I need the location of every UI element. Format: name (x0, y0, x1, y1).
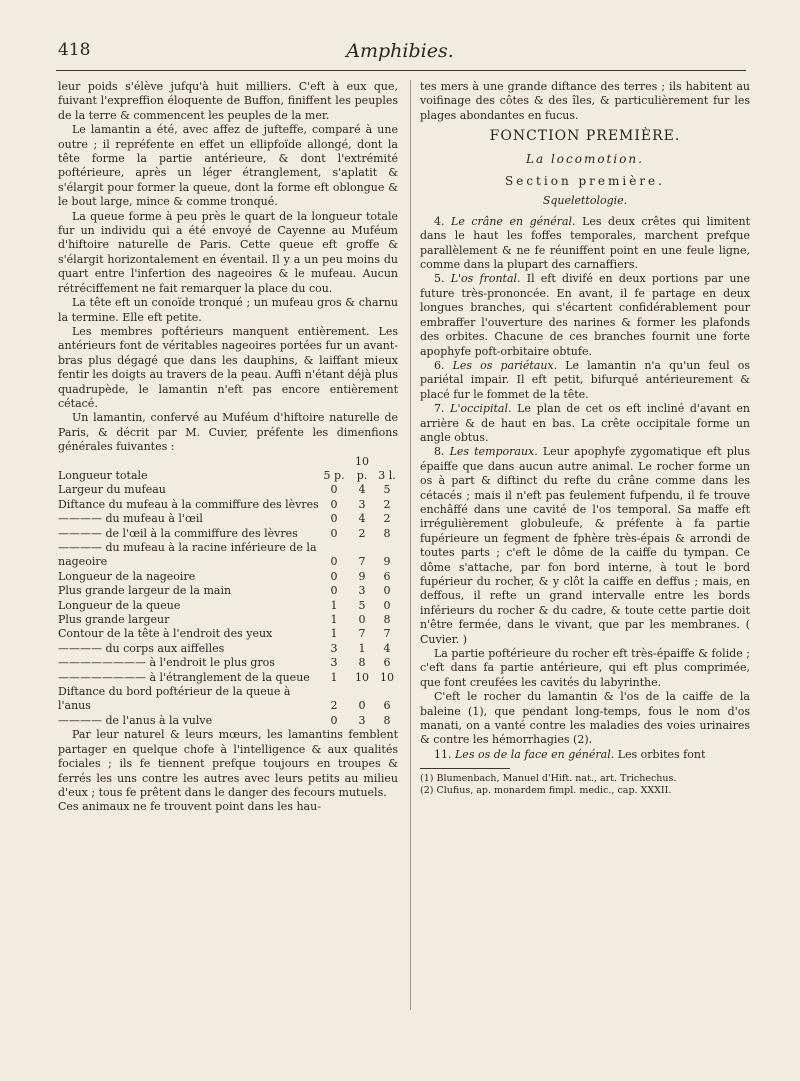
measurement-inches: 9 (358, 569, 366, 583)
measurement-lines: 3 l. (378, 468, 396, 482)
measurement-label: Longueur de la nageoire (58, 569, 196, 583)
item-number: 7. (434, 402, 445, 416)
item-title: Les os de la face en général. (455, 747, 615, 761)
measurement-feet: 0 (330, 497, 338, 511)
anatomy-item (420, 690, 750, 748)
measurement-label: Longueur totale (58, 468, 148, 482)
measurement-label: Contour de la tête à l'endroit des yeux (58, 627, 273, 641)
item-title: L'os frontal. (450, 272, 521, 286)
heading-section: Section première. (505, 174, 665, 189)
measurement-row (58, 627, 398, 641)
measurement-inches: 3 (358, 713, 366, 727)
measurement-row (58, 685, 398, 714)
measurements-header-row (58, 455, 398, 484)
measurement-feet: 0 (330, 713, 338, 727)
anatomy-item (420, 359, 750, 402)
item-text: Il eft divifé en deux portions par une future très-prononcée. En avant, il fe partage en deux longues branches, qui s'écartent confidérablement pour embraffer l'ouverture des narines & former les plafonds des orbites. Chacune de ces branches fournit une forte apophyfe poft-orbitaire obtufe. (420, 272, 751, 358)
item-number: 6. (434, 358, 445, 372)
measurement-inches: 0 (358, 613, 366, 627)
measurement-row (58, 613, 398, 627)
measurement-feet: 3 (330, 641, 338, 655)
measurement-feet: 0 (330, 512, 338, 526)
measurement-feet: 1 (330, 627, 338, 641)
measurement-feet: 2 (330, 699, 338, 713)
item-text: C'eft le rocher du lamantin & l'os de la caiffe de la baleine (1), que pendant long-temps, fous le nom d'os manati, on a vanté contre les maladies des voies urinaires & contre les hémorrhagies (2). (420, 690, 750, 747)
measurement-row (58, 512, 398, 526)
paragraph-continuation: tes mers à une grande diftance des terres ; ils habitent au voifinage des côtes & des îles, & particulièrement fur les plages abondantes en fucus. (420, 80, 750, 122)
measurement-inches: 0 (358, 699, 366, 713)
measurement-label: ———————— à l'endroit le plus gros (58, 656, 275, 670)
right-column (420, 80, 750, 797)
anatomy-item (420, 748, 750, 762)
measurement-row (58, 656, 398, 670)
measurement-inches: 10 p. (355, 454, 369, 482)
item-text: La partie poftérieure du rocher eft très-épaiffe & folide ; c'eft dans fa partie antérieure, qui eft plus comprimée, que font creufées les cavités du labyrinthe. (420, 647, 750, 689)
footnote: (1) Blumenbach, Manuel d'Hift. nat., art. Trichechus. (420, 773, 677, 785)
page-number: 418 (58, 40, 91, 60)
measurement-inches: 8 (358, 656, 366, 670)
measurement-inches: 7 (358, 555, 366, 569)
measurement-feet: 0 (330, 555, 338, 569)
measurement-row (58, 599, 398, 613)
measurement-feet: 3 (330, 656, 338, 670)
item-title: Le crâne en général. (451, 214, 576, 228)
heading-fonction: FONCTION PREMIÈRE. (489, 128, 681, 145)
item-text: Le plan de cet os eft incliné d'avant en arrière & de haut en bas. La crête occipitale forme un angle obtus. (420, 402, 751, 444)
paragraph-queue: La queue forme à peu près le quart de la longueur totale fur un individu qui a été envoyé de Cayenne au Muféum d'hiftoire naturelle de Paris. Cette queue eft groffe & s'élargit horizontalement en éventail. Il y a un peu moins du quart entre l'infertion des nageoires & le mufeau. Aucun rétréciffement ne fait remarquer la place du cou. (58, 209, 398, 295)
footnote: (2) Clufius, ap. monardem fimpl. medic., cap. XXXII. (420, 785, 672, 797)
measurement-lines: 4 (383, 641, 391, 655)
measurement-inches: 7 (358, 627, 366, 641)
measurement-inches: 1 (358, 641, 366, 655)
measurement-inches: 3 (358, 584, 366, 598)
item-text: Les orbites font (617, 747, 706, 761)
measurement-lines: 6 (383, 699, 391, 713)
measurement-inches: 3 (358, 497, 366, 511)
measurement-inches: 4 (358, 512, 366, 526)
measurement-row (58, 714, 398, 728)
measurement-inches: 10 (355, 670, 369, 684)
measurement-feet: 0 (330, 569, 338, 583)
measurement-row (58, 483, 398, 497)
item-text: Leur apophyfe zygomatique eft plus épaiffe que dans aucun autre animal. Le rocher forme un os à part & diftinct du refte du crâne comme dans les cétacés ; mais il n'eft pas feulement fufpendu, il fe trouve enchâffé dans une cavité de l'os temporal. Sa maffe eft irrégulièrement globuleufe, & préfente à fa partie fupérieure un fegment de fphère très-épais & arrondi de toutes parts ; c'eft le dôme de la caiffe du tympan. Ce dôme s'attache, par fon bord interne, à tout le bord fupérieur du rocher, & y clôt la caiffe en deffus ; mais, en deffous, il refte un grand intervalle entre les bords inférieurs du rocher & du cadre, & toute cette partie doit n'être fermée, dans le vivant, que par les membranes. ( Cuvier. ) (420, 445, 751, 646)
measurement-lines: 0 (383, 584, 391, 598)
footnotes (420, 773, 750, 797)
measurement-row (58, 527, 398, 541)
measurement-label: ———— de l'anus à la vulve (58, 713, 213, 727)
measurement-label: ———— du mufeau à l'œil (58, 512, 203, 526)
measurements-table (58, 455, 398, 729)
anatomy-item (420, 402, 750, 445)
measurement-lines: 2 (383, 497, 391, 511)
measurement-lines: 2 (383, 512, 391, 526)
heading-squelettologie: Squelettologie. (542, 194, 628, 208)
anatomy-item (420, 445, 750, 647)
measurement-label: Longueur de la queue (58, 598, 181, 612)
measurement-row (58, 671, 398, 685)
measurement-lines: 5 (383, 483, 391, 497)
footnote-rule (420, 768, 510, 769)
item-number: 11. (434, 747, 452, 761)
measurement-row (58, 584, 398, 598)
measurement-lines: 6 (383, 569, 391, 583)
measurement-label: Diftance du mufeau à la commiffure des lèvres (58, 497, 319, 511)
measurement-label: Diftance du bord poftérieur de la queue à l'anus (58, 685, 291, 713)
measurement-label: ———— de l'œil à la commiffure des lèvres (58, 526, 298, 540)
measurement-feet: 0 (330, 526, 338, 540)
left-column (58, 80, 398, 815)
paragraph-intro: leur poids s'élève jufqu'à huit milliers. C'eft à eux que, fuivant l'expreffion éloquente de Buffon, finiffent les peuples de la terre & commencent les peuples de la mer. (58, 80, 398, 122)
item-number: 8. (434, 445, 445, 459)
paragraph-membres: Les membres poftérieurs manquent entièrement. Les antérieurs font de véritables nageoires portées fur un avant-bras plus dégagé que dans les dauphins, & laiffant mieux fentir les doigts au travers de la peau. Auffi n'étant déjà plus quadrupède, le lamantin n'eft pas encore entièrement cétacé. (58, 324, 398, 410)
measurement-row (58, 642, 398, 656)
measurement-row (58, 541, 398, 570)
measurement-lines: 10 (380, 670, 394, 684)
measurement-row (58, 570, 398, 584)
measurement-feet: 0 (330, 584, 338, 598)
measurement-feet: 1 (330, 670, 338, 684)
measurement-feet: 1 (330, 598, 338, 612)
measurement-label: ———— du mufeau à la racine inférieure de la nageoire (58, 541, 317, 569)
measurement-feet: 5 p. (323, 468, 345, 482)
item-title: L'occipital. (450, 402, 512, 416)
paragraph-cuvier: Un lamantin, confervé au Muféum d'hiftoire naturelle de Paris, & décrit par M. Cuvier, préfente les dimenfions générales fuivantes : (58, 411, 398, 454)
measurement-lines: 6 (383, 656, 391, 670)
measurement-label: Plus grande largeur (58, 613, 170, 627)
measurement-inches: 4 (358, 483, 366, 497)
item-number: 5. (434, 272, 445, 286)
item-title: Les temporaux. (449, 445, 538, 459)
item-title: Les os pariétaux. (452, 358, 558, 372)
measurement-label: Plus grande largeur de la main (58, 584, 232, 598)
paragraph-tete: La tête eft un conoïde tronqué ; un mufeau gros & charnu la termine. Elle eft petite. (58, 296, 398, 324)
anatomy-item (420, 647, 750, 690)
header-rule (56, 70, 746, 71)
paragraph-moeurs: Par leur naturel & leurs mœurs, les lamantins femblent partager en quelque chofe à l'intelligence & aux qualités fociales ; ils fe tiennent prefque toujours en troupes & ferrés les uns contre les autres avec leurs petits au milieu d'eux ; tous fe prêtent dans le danger des fecours mutuels. (58, 728, 398, 799)
item-text: Les deux crêtes qui limitent dans le haut les foffes temporales, marchent prefque parallèlement & ne fe réuniffent point en une feule ligne, comme dans la plupart des carnaffiers. (420, 214, 751, 272)
anatomy-item (420, 215, 750, 273)
column-divider (410, 80, 411, 1010)
measurement-lines: 8 (383, 713, 391, 727)
running-title: Amphibies. (346, 40, 454, 62)
measurement-feet: 0 (330, 483, 338, 497)
measurement-inches: 5 (358, 598, 366, 612)
item-number: 4. (434, 214, 445, 228)
measurement-label: ———— du corps aux aiffelles (58, 641, 225, 655)
measurement-lines: 8 (383, 613, 391, 627)
measurement-lines: 8 (383, 526, 391, 540)
paragraph-end: Ces animaux ne fe trouvent point dans les hau- (58, 800, 321, 814)
measurement-label: Largeur du mufeau (58, 483, 166, 497)
anatomy-items (420, 215, 750, 762)
measurement-lines: 9 (383, 555, 391, 569)
measurement-lines: 7 (383, 627, 391, 641)
heading-locomotion: La locomotion. (526, 151, 644, 166)
measurement-row (58, 498, 398, 512)
paragraph-description: Le lamantin a été, avec affez de jufteffe, comparé à une outre ; il repréfente en effet un ellipfoïde allongé, dont la tête forme la partie antérieure, & dont l'extrémité poftérieure, après un léger étranglement, s'aplatit & s'élargit pour former la queue, dont la forme eft oblongue & le bout large, mince & comme tronqué. (58, 123, 398, 209)
measurement-inches: 2 (358, 526, 366, 540)
measurement-lines: 0 (383, 598, 391, 612)
anatomy-item (420, 272, 750, 358)
page-header (58, 40, 742, 68)
measurement-label: ———————— à l'étranglement de la queue (58, 670, 310, 684)
measurement-feet: 1 (330, 613, 338, 627)
item-text: Le lamantin n'a qu'un feul os pariétal impair. Il eft petit, bifurqué antérieurement & placé fur le fommet de la tête. (420, 358, 750, 401)
